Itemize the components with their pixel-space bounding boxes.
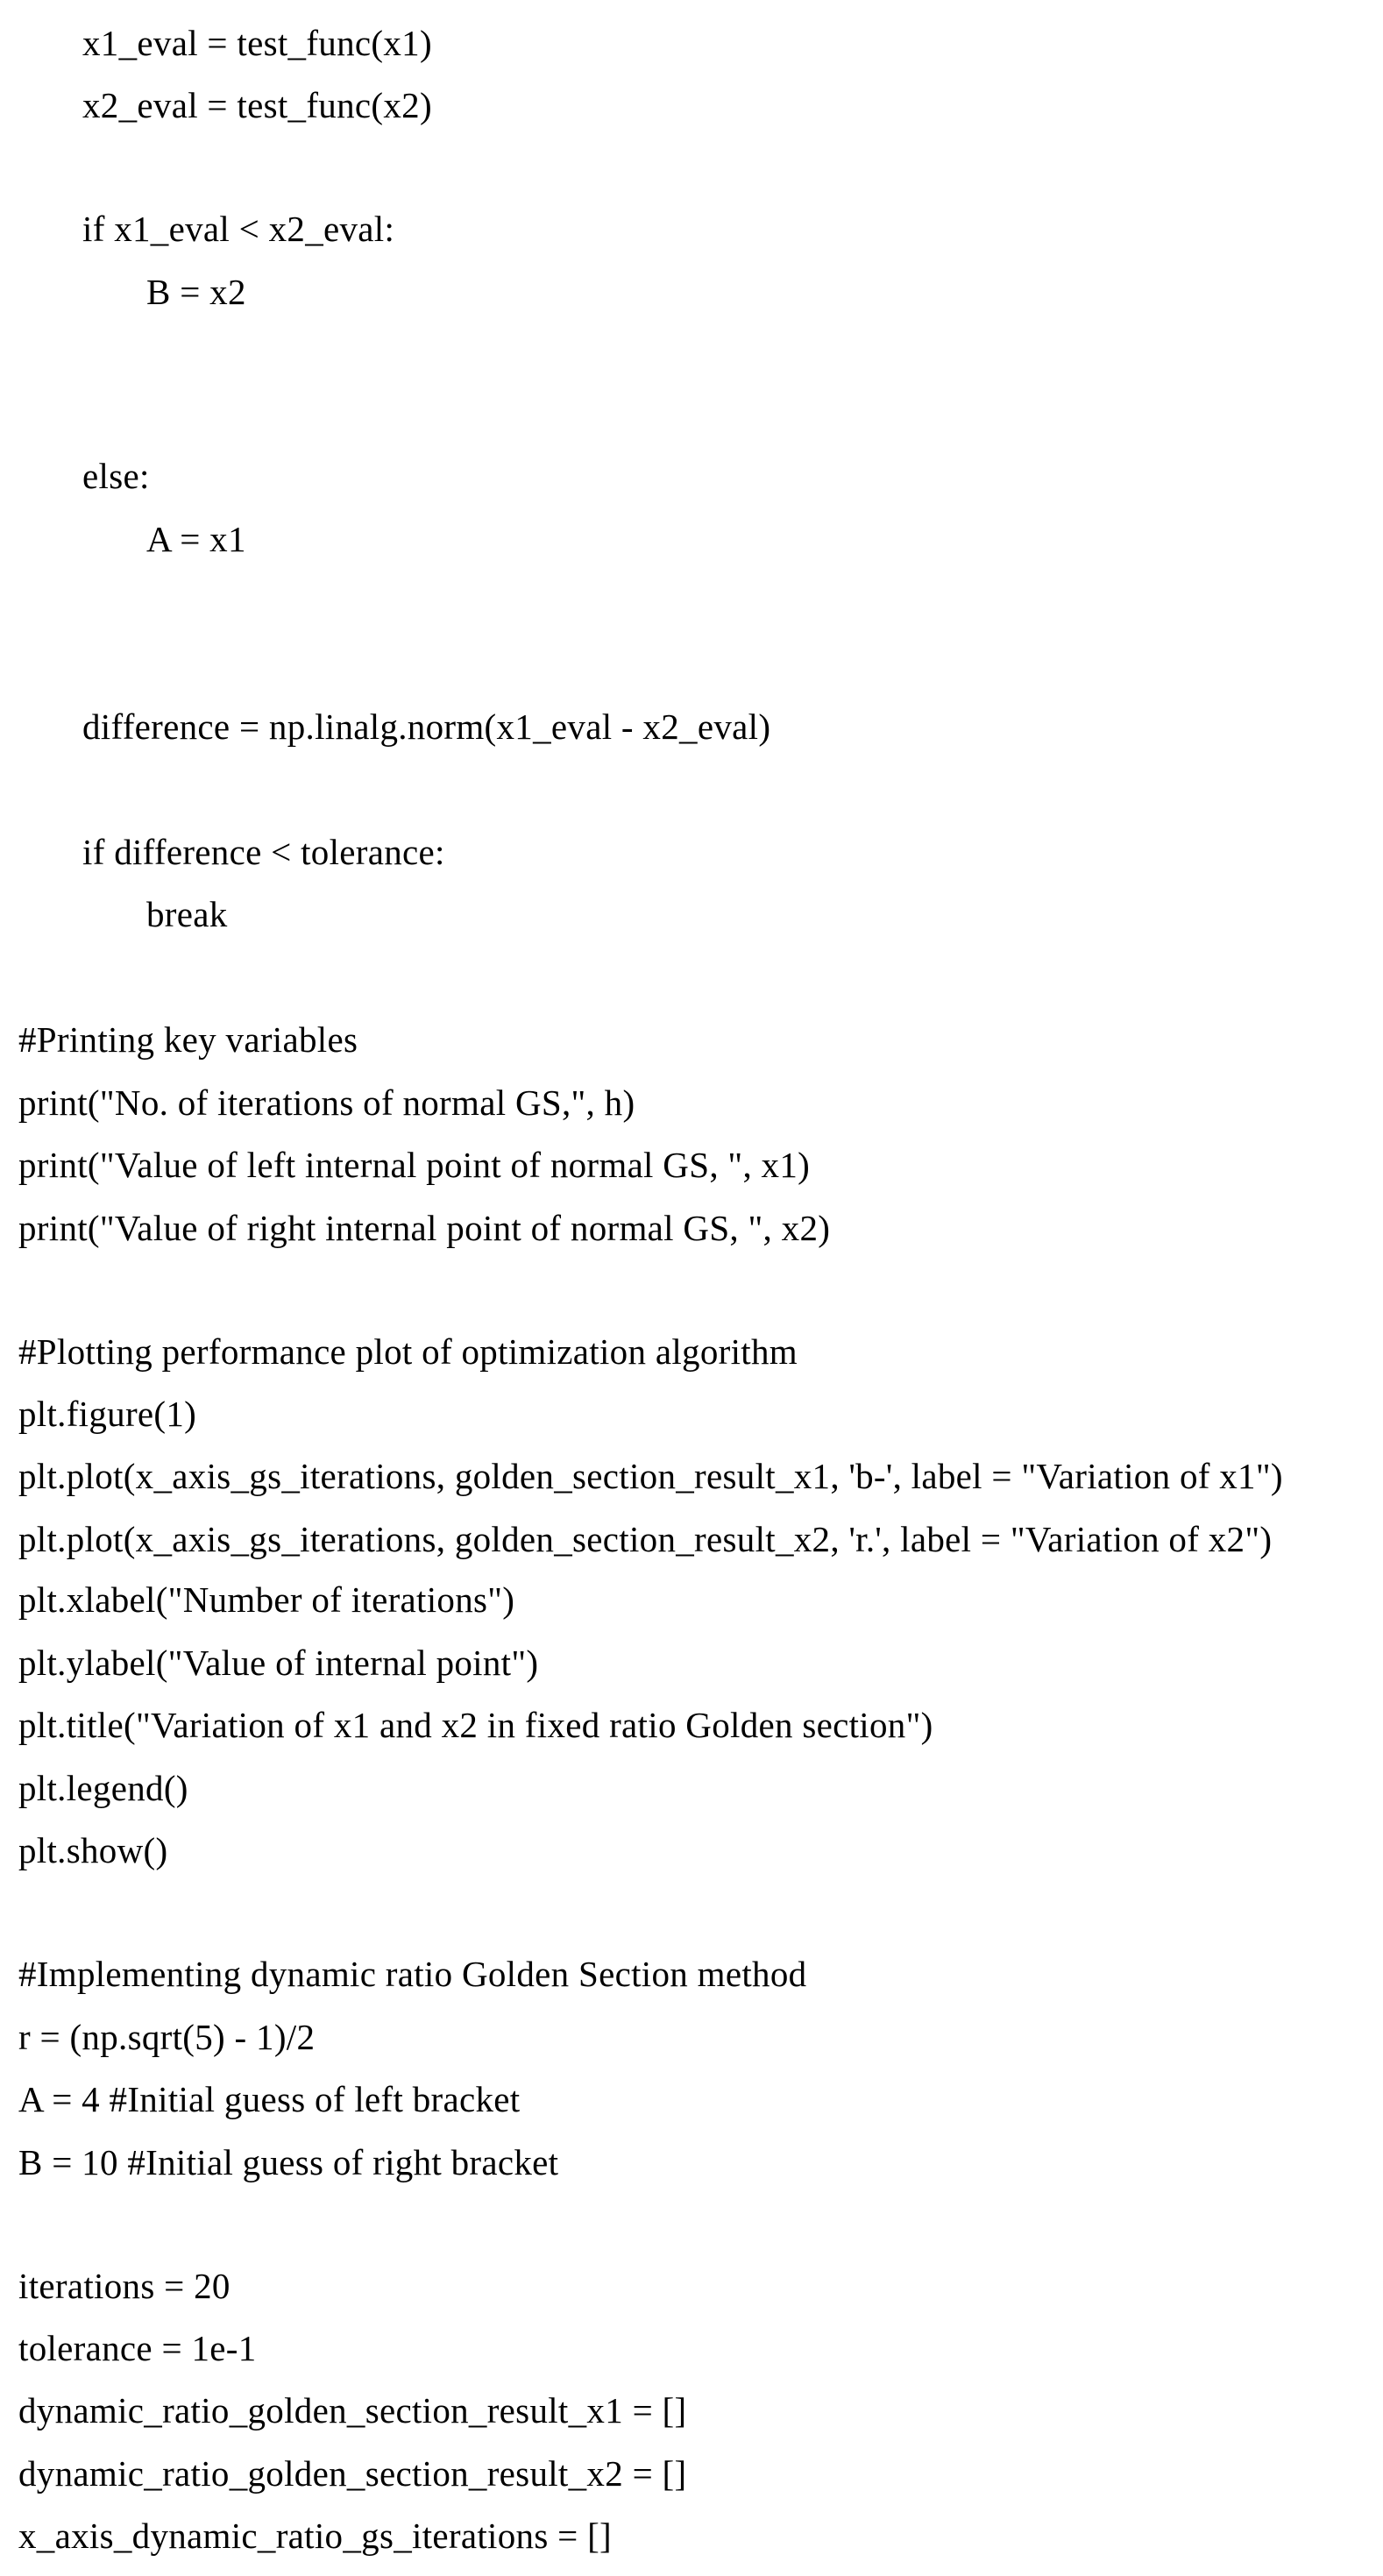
code-line-plt-ylabel: plt.ylabel("Value of internal point") <box>18 1643 539 1683</box>
code-line-plt-title: plt.title("Variation of x1 and x2 in fixed ratio Golden section") <box>18 1705 933 1745</box>
code-line-difference: difference = np.linalg.norm(x1_eval - x2_eval) <box>82 706 771 747</box>
code-comment-printing: #Printing key variables <box>18 1019 358 1060</box>
code-line-plt-show: plt.show() <box>18 1830 168 1870</box>
code-line-bracket-a: A = 4 #Initial guess of left bracket <box>18 2079 521 2119</box>
code-line-assign-b: B = x2 <box>146 272 246 312</box>
code-line-x2-eval: x2_eval = test_func(x2) <box>82 85 432 125</box>
code-comment-plotting: #Plotting performance plot of optimization algorithm <box>18 1331 798 1372</box>
code-line-result-x1-list: dynamic_ratio_golden_section_result_x1 = [] <box>18 2390 687 2431</box>
code-line-print-iterations: print("No. of iterations of normal GS,", h) <box>18 1082 635 1123</box>
code-line-x-axis-iterations: x_axis_dynamic_ratio_gs_iterations = [] <box>18 2516 613 2556</box>
code-line-plt-figure: plt.figure(1) <box>18 1394 197 1434</box>
code-comment-dynamic-ratio: #Implementing dynamic ratio Golden Section method <box>18 1954 807 1994</box>
code-line-plt-plot-x2: plt.plot(x_axis_gs_iterations, golden_section_result_x2, 'r.', label = "Variation of x2") <box>18 1519 1273 1559</box>
code-line-plt-legend: plt.legend() <box>18 1768 188 1808</box>
code-line-print-right-point: print("Value of right internal point of normal GS, ", x2) <box>18 1208 831 1248</box>
code-line-iterations: iterations = 20 <box>18 2266 230 2306</box>
code-line-print-left-point: print("Value of left internal point of normal GS, ", x1) <box>18 1145 811 1185</box>
code-line-assign-a: A = x1 <box>146 519 246 559</box>
code-line-if-compare: if x1_eval < x2_eval: <box>82 209 395 249</box>
code-line-else: else: <box>82 456 150 496</box>
code-line-bracket-b: B = 10 #Initial guess of right bracket <box>18 2142 559 2182</box>
code-line-plt-plot-x1: plt.plot(x_axis_gs_iterations, golden_section_result_x1, 'b-', label = "Variation of x1") <box>18 1456 1283 1496</box>
code-line-if-tolerance: if difference < tolerance: <box>82 832 445 872</box>
code-line-ratio-r: r = (np.sqrt(5) - 1)/2 <box>18 2017 316 2057</box>
code-line-plt-xlabel: plt.xlabel("Number of iterations") <box>18 1579 515 1620</box>
code-line-result-x2-list: dynamic_ratio_golden_section_result_x2 = [] <box>18 2453 687 2494</box>
code-line-x1-eval: x1_eval = test_func(x1) <box>82 23 432 63</box>
code-line-break: break <box>146 894 228 934</box>
code-line-tolerance: tolerance = 1e-1 <box>18 2328 257 2368</box>
